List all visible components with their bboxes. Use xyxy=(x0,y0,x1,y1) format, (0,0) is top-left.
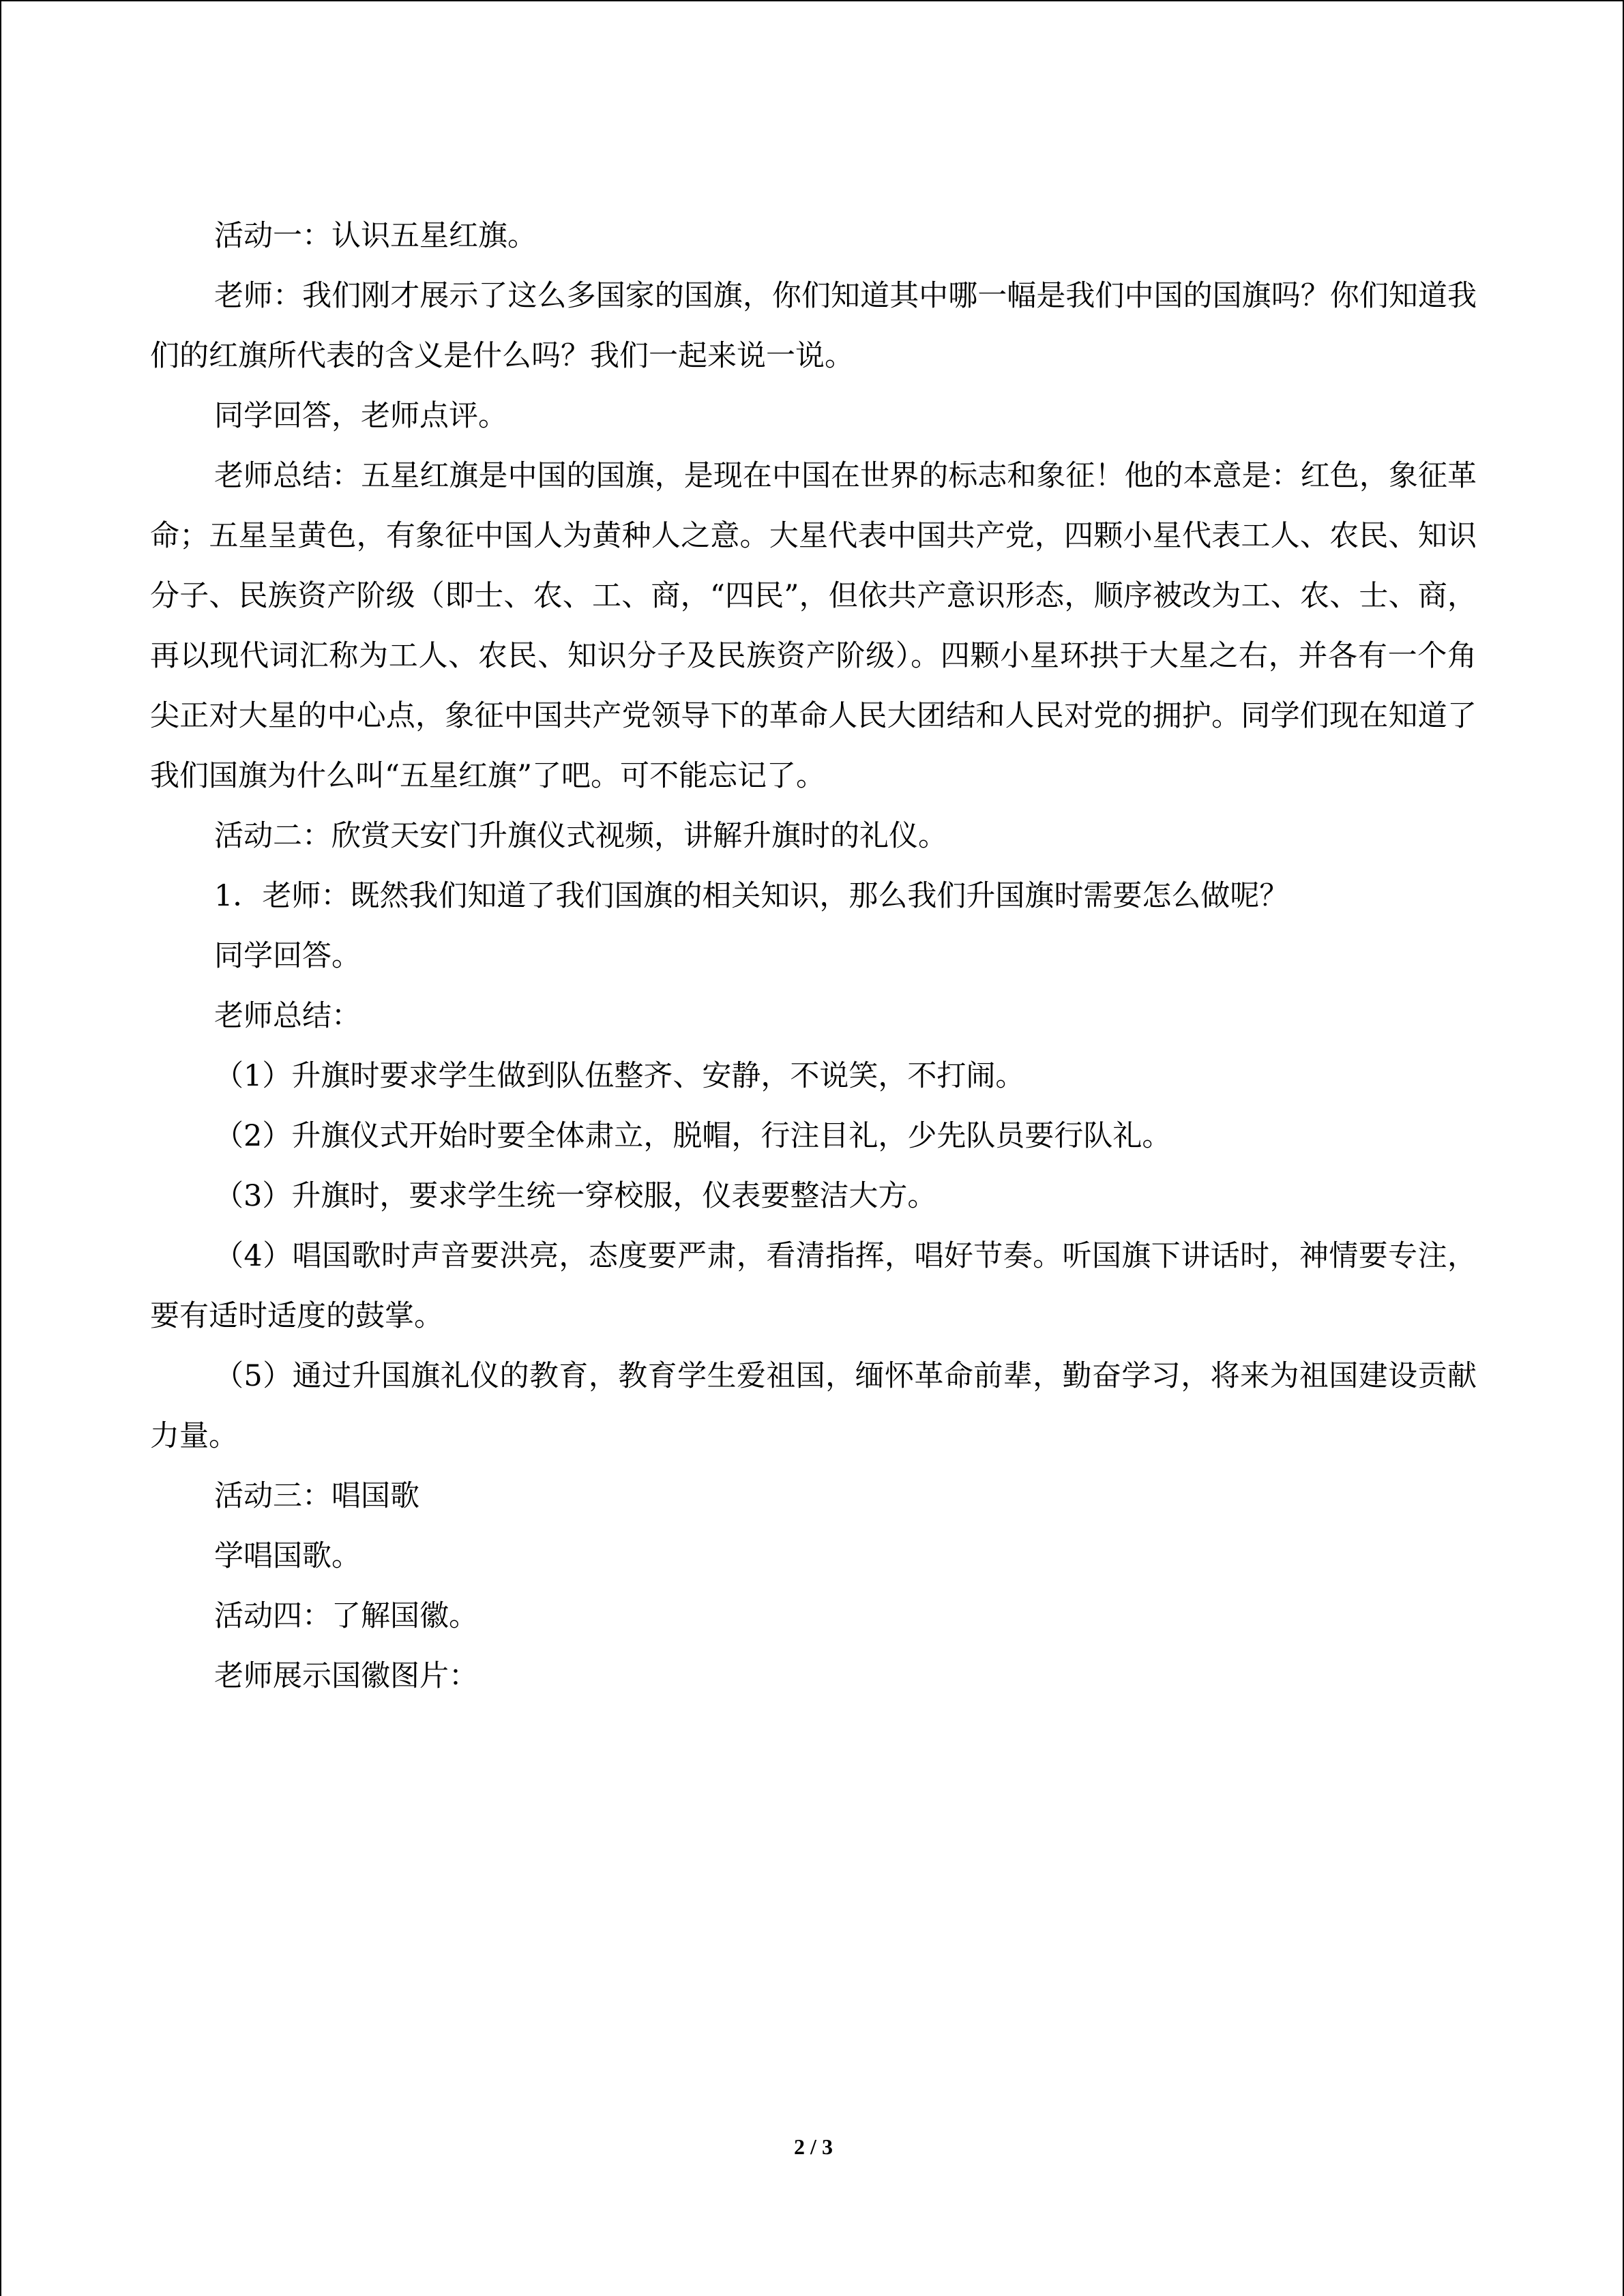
activity-three-heading: 活动三：唱国歌 xyxy=(214,1479,419,1513)
activity-one-heading: 活动一：认识五星红旗。 xyxy=(214,219,537,253)
etiquette-item-1: （1）升旗时要求学生做到队伍整齐、安静，不说笑，不打闹。 xyxy=(214,1059,1025,1093)
page-number: 2 / 3 xyxy=(794,2134,833,2159)
show-emblem-line: 老师展示国徽图片： xyxy=(214,1659,478,1693)
activity-four-heading: 活动四：了解国徽。 xyxy=(214,1599,478,1633)
activity-two-heading: 活动二：欣赏天安门升旗仪式视频，讲解升旗时的礼仪。 xyxy=(214,819,947,853)
document-body xyxy=(150,206,1477,1706)
etiquette-item-3: （3）升旗时，要求学生统一穿校服，仪表要整洁大方。 xyxy=(214,1179,937,1213)
teacher-question-paragraph: 老师：我们刚才展示了这么多国家的国旗，你们知道其中哪一幅是我们中国的国旗吗？你们知道我们的红旗所代表的含义是什么吗？我们一起来说一说。 xyxy=(150,279,1477,373)
student-answer-line: 同学回答。 xyxy=(214,939,361,973)
etiquette-item-4: （4）唱国歌时声音要洪亮，态度要严肃，看清指挥，唱好节奏。听国旗下讲话时，神情要专注，要有适时适度的鼓掌。 xyxy=(150,1239,1477,1333)
student-answer-paragraph: 同学回答，老师点评。 xyxy=(214,399,507,433)
etiquette-item-5: （5）通过升国旗礼仪的教育，教育学生爱祖国，缅怀革命前辈，勤奋学习，将来为祖国建设贡献力量。 xyxy=(150,1359,1477,1453)
learn-anthem-line: 学唱国歌。 xyxy=(214,1539,361,1573)
teacher-flag-raising-question: 1．老师：既然我们知道了我们国旗的相关知识，那么我们升国旗时需要怎么做呢？ xyxy=(214,879,1289,913)
etiquette-item-2: （2）升旗仪式开始时要全体肃立，脱帽，行注目礼，少先队员要行队礼。 xyxy=(214,1119,1172,1153)
teacher-summary-flag-paragraph: 老师总结：五星红旗是中国的国旗，是现在中国在世界的标志和象征！他的本意是：红色，象征革命；五星呈黄色，有象征中国人为黄种人之意。大星代表中国共产党，四颗小星代表工人、农民、知识分子、民族资产阶级（即士、农、工、商，“四民”，但依共产意识形态，顺序被改为工、农、士、商，再以现代词汇称为工人、农民、知识分子及民族资产阶级）。四颗小星环拱于大星之右，并各有一个角尖正对大星的中心点，象征中国共产党领导下的革命人民大团结和人民对党的拥护。同学们现在知道了我们国旗为什么叫“五星红旗”了吧。可不能忘记了。 xyxy=(150,459,1477,793)
teacher-summary-label: 老师总结： xyxy=(214,999,361,1033)
